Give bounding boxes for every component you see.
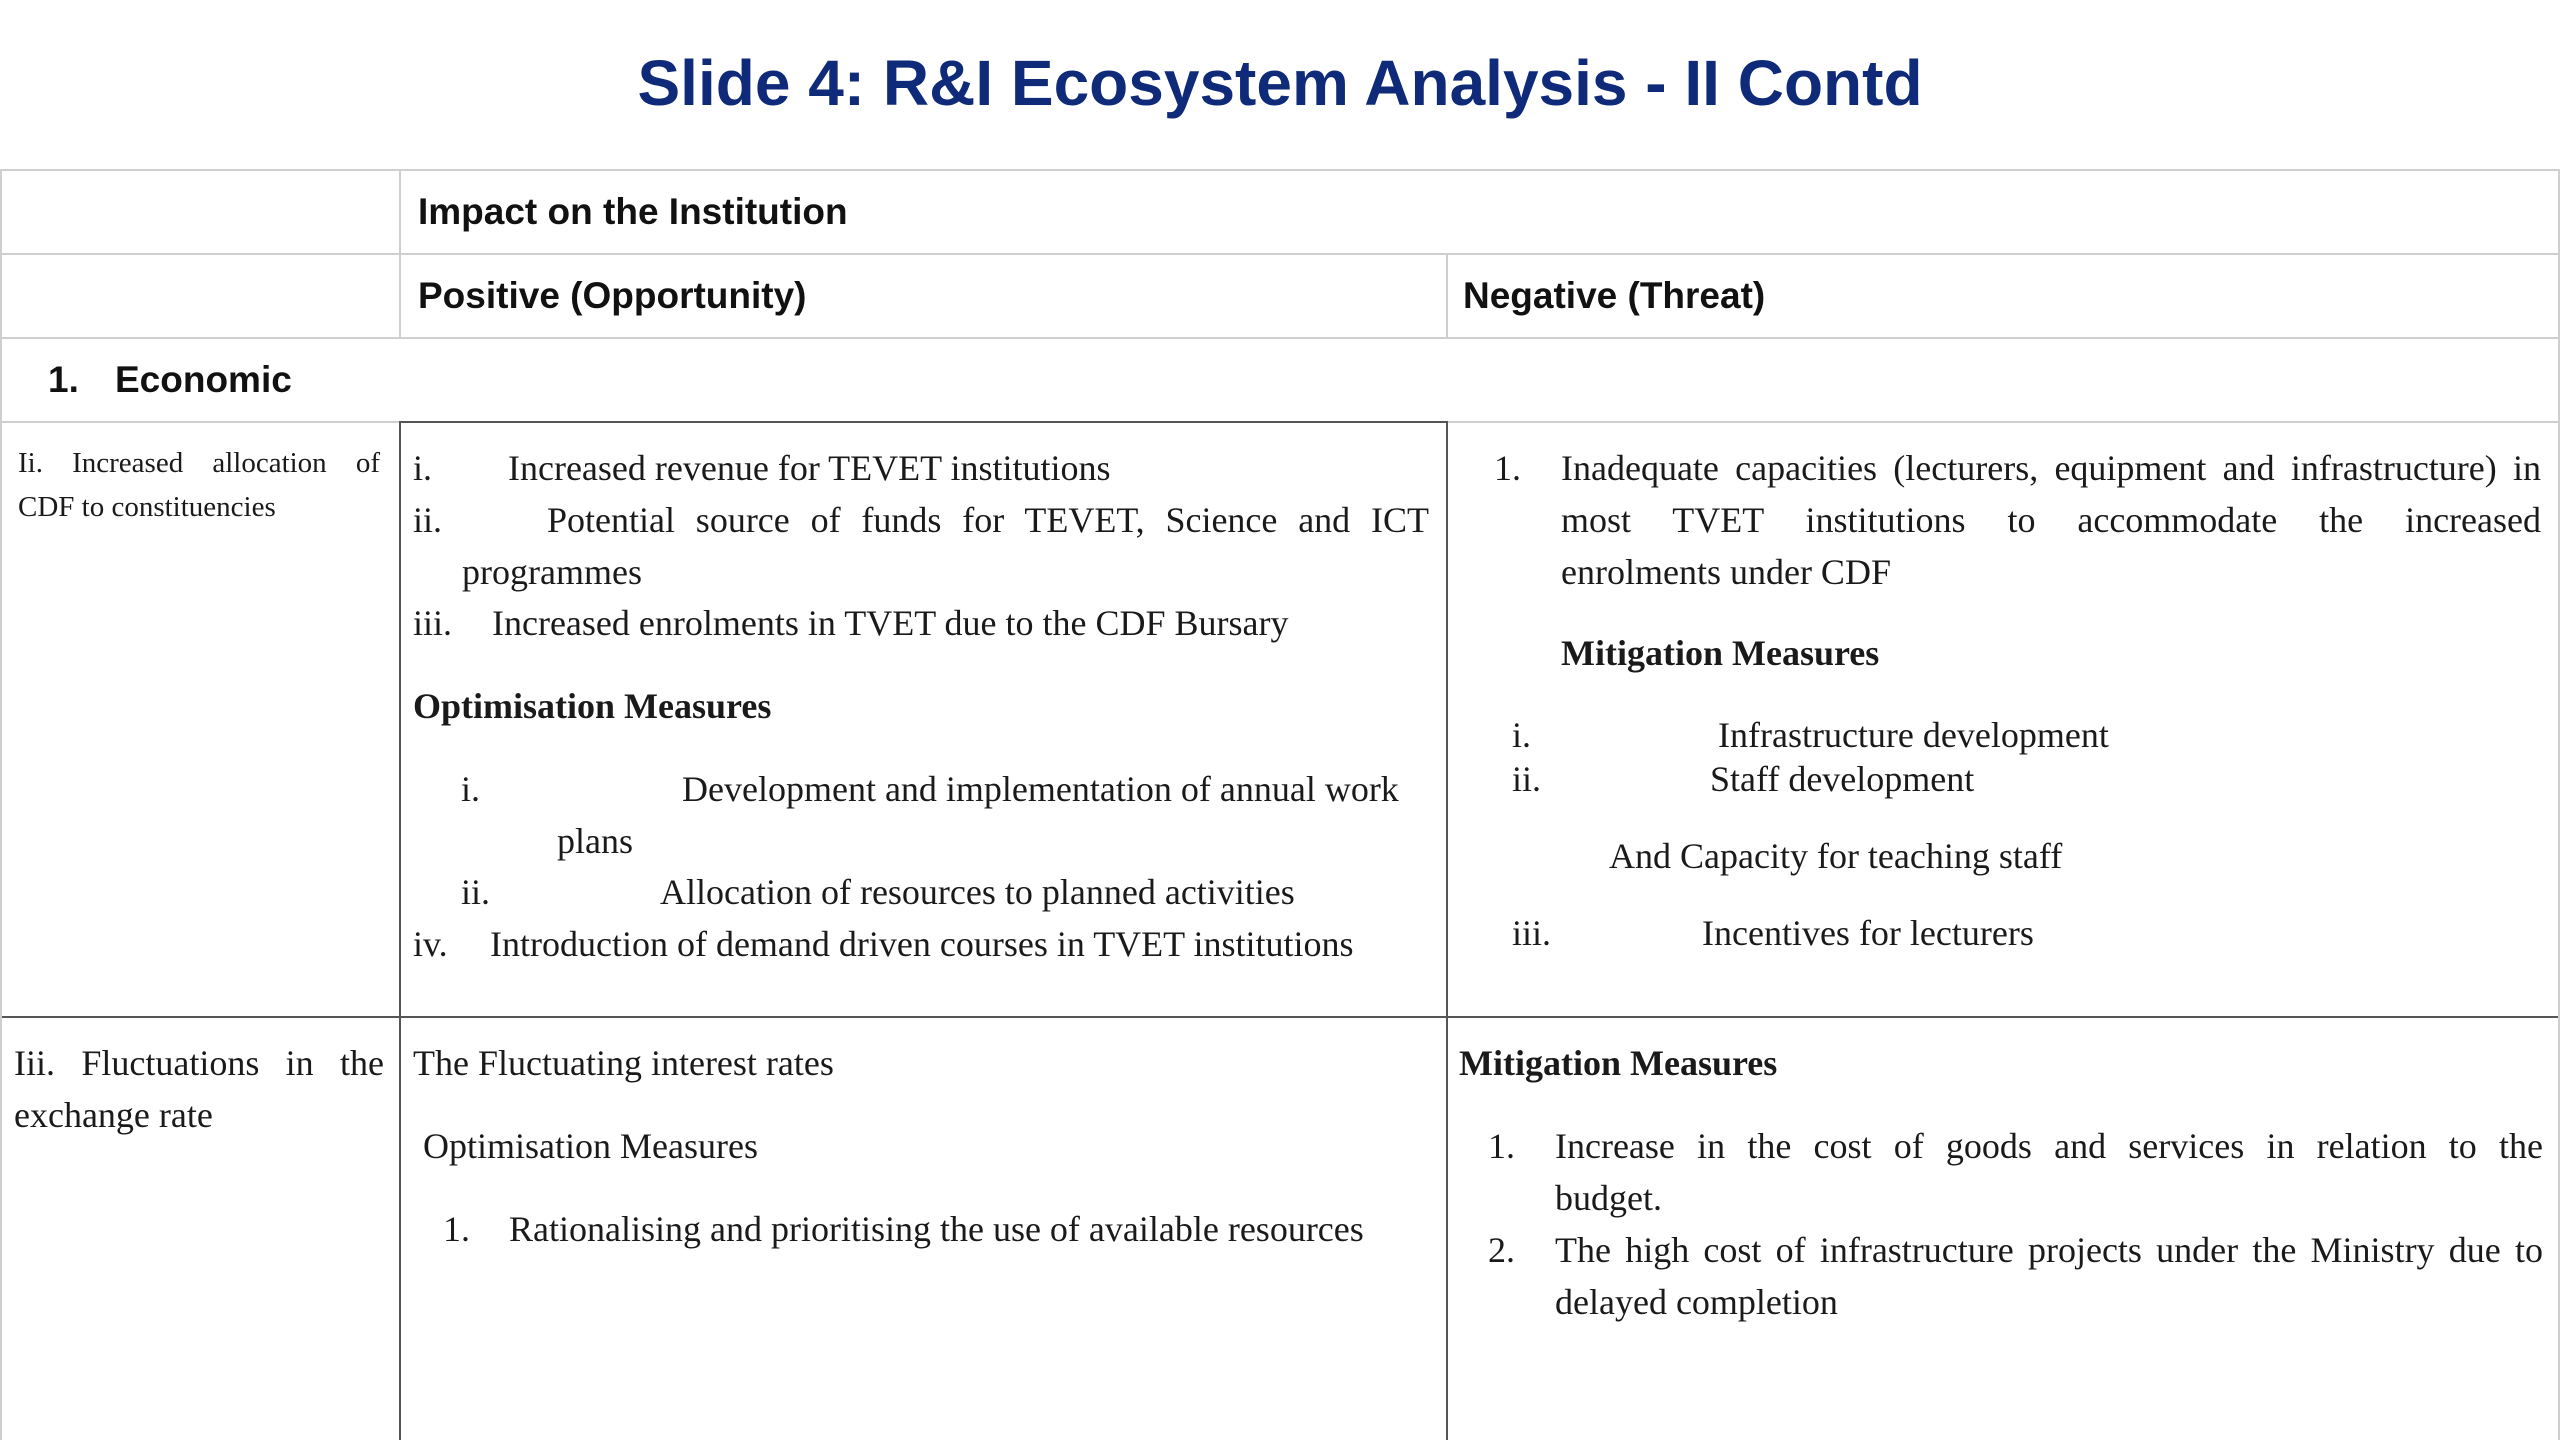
list-item-continued: delayed completion xyxy=(1555,1282,1838,1322)
list-marker: i. xyxy=(413,448,433,488)
list-item: Infrastructure development xyxy=(1718,715,2109,755)
list-marker: ii. xyxy=(461,872,491,912)
header-divider xyxy=(0,253,2560,255)
section-divider-left xyxy=(0,421,399,423)
list-marker: i. xyxy=(1512,715,1532,755)
col-divider-1-header xyxy=(399,169,401,337)
list-item: Development and implementation of annual work xyxy=(682,769,1399,809)
list-marker: iv. xyxy=(413,924,448,964)
list-item-continued: enrolments under CDF xyxy=(1561,552,1891,592)
col-divider-2 xyxy=(1446,421,1448,1440)
list-item-continued: budget. xyxy=(1555,1178,1662,1218)
row2-positive-text: The Fluctuating interest rates xyxy=(413,1043,834,1083)
impact-header: Impact on the Institution xyxy=(418,191,848,232)
list-item: Increased enrolments in TVET due to the CDF Bursary xyxy=(492,603,1289,643)
header-bottom-border xyxy=(0,337,2560,339)
section-label: Economic xyxy=(115,359,292,400)
list-item: Introduction of demand driven courses in TVET institutions xyxy=(490,924,1354,964)
mitigation-note: And Capacity for teaching staff xyxy=(1609,836,2063,876)
list-marker: i. xyxy=(461,769,481,809)
slide-title: Slide 4: R&I Ecosystem Analysis - II Contd xyxy=(637,47,1923,119)
optimisation-heading: Optimisation Measures xyxy=(423,1126,758,1166)
list-item-continued: most TVET institutions to accommodate the increased xyxy=(1561,500,2541,540)
section-divider-right xyxy=(1446,421,2560,423)
list-item: Increase in the cost of goods and services in relation to the xyxy=(1555,1126,2543,1166)
list-marker: 1. xyxy=(1488,1126,1515,1166)
row2-factor-line2: exchange rate xyxy=(14,1095,213,1135)
list-item: Potential source of funds for TEVET, Science and ICT xyxy=(547,500,1429,540)
negative-column-header: Negative (Threat) xyxy=(1463,275,1766,316)
row2-factor-line1: Iii. Fluctuations in the xyxy=(14,1043,384,1083)
list-marker: 2. xyxy=(1488,1230,1515,1270)
list-marker: 1. xyxy=(443,1209,470,1249)
list-item: Staff development xyxy=(1710,759,1975,799)
list-marker: 1. xyxy=(1494,448,1521,488)
list-item-continued: plans xyxy=(557,821,633,861)
col-divider-1 xyxy=(399,421,401,1440)
list-item: The high cost of infrastructure projects under the Ministry due to xyxy=(1555,1230,2543,1270)
list-item: Allocation of resources to planned activities xyxy=(660,872,1295,912)
row1-factor-line2: CDF to constituencies xyxy=(18,491,276,523)
col-divider-2-header xyxy=(1446,253,1448,337)
positive-column-header: Positive (Opportunity) xyxy=(418,275,807,316)
list-marker: iii. xyxy=(413,603,453,643)
row1-factor-line1: Ii. Increased allocation of xyxy=(18,447,380,479)
list-marker: ii. xyxy=(413,500,443,540)
list-item: Incentives for lecturers xyxy=(1702,913,2034,953)
table-left-border xyxy=(0,169,2,1440)
row-divider xyxy=(0,1016,2560,1018)
list-item: Inadequate capacities (lecturers, equipment and infrastructure) in xyxy=(1561,448,2541,488)
list-item: Increased revenue for TEVET institutions xyxy=(508,448,1111,488)
section-number: 1. xyxy=(48,359,79,400)
mitigation-heading: Mitigation Measures xyxy=(1561,633,1880,673)
list-item: Rationalising and prioritising the use of available resources xyxy=(509,1209,1364,1249)
section-divider-mid xyxy=(399,421,1446,423)
optimisation-heading: Optimisation Measures xyxy=(413,686,772,726)
mitigation-heading: Mitigation Measures xyxy=(1459,1043,1778,1083)
table-top-border xyxy=(0,169,2560,171)
list-marker: iii. xyxy=(1512,913,1552,953)
list-marker: ii. xyxy=(1512,759,1542,799)
list-item-continued: programmes xyxy=(462,552,642,592)
